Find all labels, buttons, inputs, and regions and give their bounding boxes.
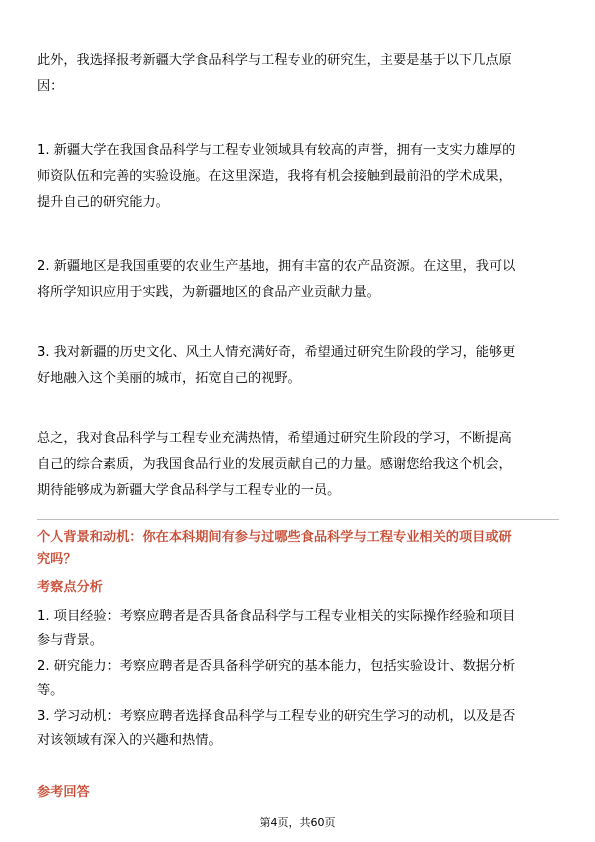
question-line: 个人背景和动机：你在本科期间有参与过哪些食品科学与工程专业相关的项目或研 bbox=[37, 530, 512, 545]
conclusion-paragraph bbox=[37, 426, 559, 504]
point-2-paragraph bbox=[37, 254, 559, 306]
interview-question bbox=[37, 527, 559, 571]
page-number: 第4页，共60页 bbox=[259, 816, 336, 829]
text-line: 2. 研究能力：考察应聘者是否具备科学研究的基本能力，包括实验设计、数据分析 bbox=[37, 659, 516, 674]
analysis-heading: 考察点分析 bbox=[37, 580, 103, 595]
text-line: 3. 我对新疆的历史文化、风土人情充满好奇，希望通过研究生阶段的学习，能够更 bbox=[37, 345, 516, 360]
text-line: 提升自己的研究能力。 bbox=[37, 195, 169, 210]
text-line: 自己的综合素质，为我国食品行业的发展贡献自己的力量。感谢您给我这个机会， bbox=[37, 457, 512, 472]
text-line: 参与背景。 bbox=[37, 633, 103, 648]
text-line: 2. 新疆地区是我国重要的农业生产基地，拥有丰富的农产品资源。在这里，我可以 bbox=[37, 259, 516, 274]
text-line: 好地融入这个美丽的城市，拓宽自己的视野。 bbox=[37, 371, 301, 386]
text-line: 师资队伍和完善的实验设施。在这里深造，我将有机会接触到最前沿的学术成果， bbox=[37, 169, 512, 184]
text-line: 总之，我对食品科学与工程专业充满热情，希望通过研究生阶段的学习，不断提高 bbox=[37, 431, 512, 446]
text-line: 期待能够成为新疆大学食品科学与工程专业的一员。 bbox=[37, 483, 341, 498]
text-line: 将所学知识应用于实践，为新疆地区的食品产业贡献力量。 bbox=[37, 285, 380, 300]
question-line: 究吗？ bbox=[37, 552, 77, 567]
text-line: 3. 学习动机：考察应聘者选择食品科学与工程专业的研究生学习的动机，以及是否 bbox=[37, 709, 516, 724]
point-3-paragraph bbox=[37, 340, 559, 392]
intro-paragraph bbox=[37, 48, 559, 100]
list-item bbox=[37, 705, 559, 753]
text-line: 因： bbox=[37, 79, 64, 94]
section-divider bbox=[37, 519, 559, 520]
text-line: 等。 bbox=[37, 683, 64, 698]
list-item bbox=[37, 655, 559, 703]
text-line: 对该领域有深入的兴趣和热情。 bbox=[37, 733, 222, 748]
text-line: 此外，我选择报考新疆大学食品科学与工程专业的研究生，主要是基于以下几点原 bbox=[37, 53, 512, 68]
list-item bbox=[37, 605, 559, 653]
text-line: 1. 项目经验：考察应聘者是否具备食品科学与工程专业相关的实际操作经验和项目 bbox=[37, 609, 516, 624]
reference-answer-heading: 参考回答 bbox=[37, 785, 90, 800]
point-1-paragraph bbox=[37, 138, 559, 216]
text-line: 1. 新疆大学在我国食品科学与工程专业领域具有较高的声誉，拥有一支实力雄厚的 bbox=[37, 143, 516, 158]
analysis-list bbox=[37, 605, 559, 755]
